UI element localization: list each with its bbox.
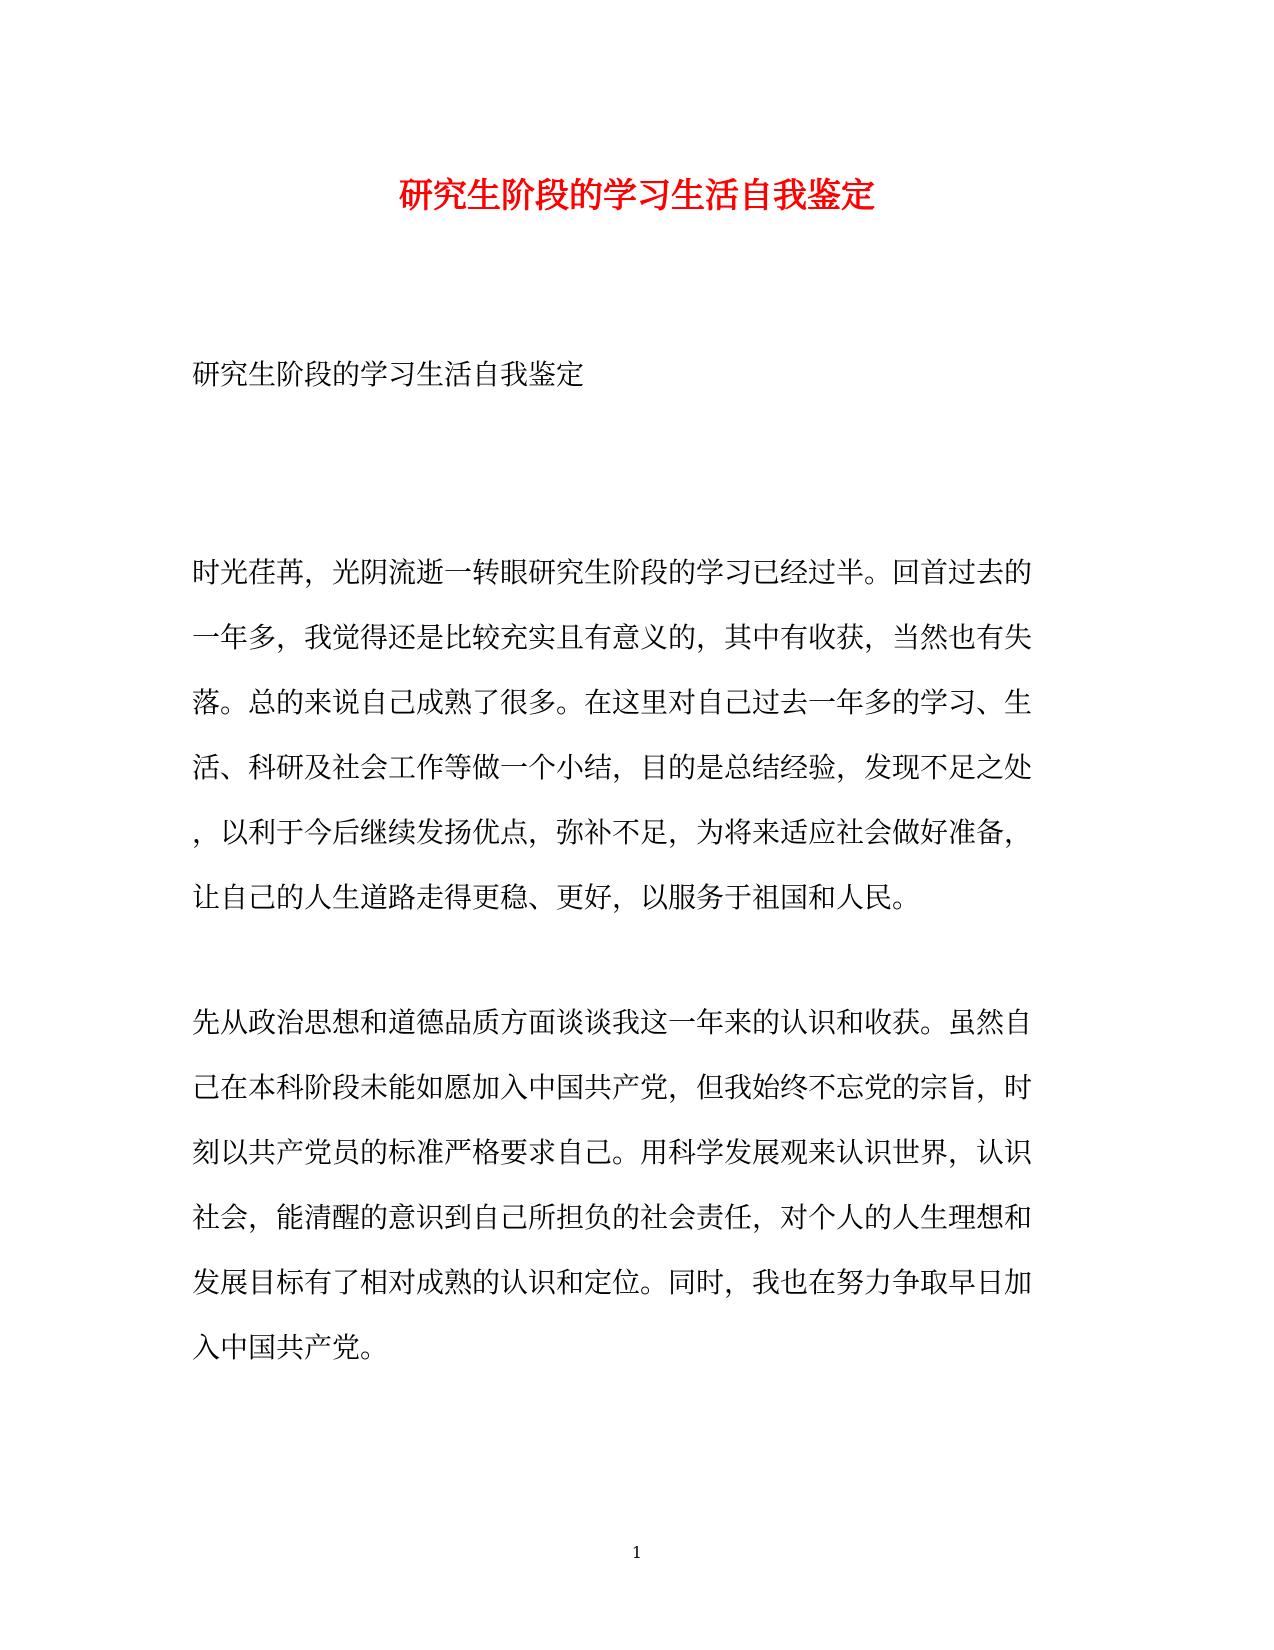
paragraph-line: 发展目标有了相对成熟的认识和定位。同时，我也在努力争取早日加 xyxy=(192,1266,1033,1299)
document-subtitle: 研究生阶段的学习生活自我鉴定 xyxy=(192,358,585,391)
page-number: 1 xyxy=(631,1543,643,1562)
paragraph-line: 己在本科阶段未能如愿加入中国共产党，但我始终不忘党的宗旨，时 xyxy=(192,1071,1033,1104)
paragraph-line: 先从政治思想和道德品质方面谈谈我这一年来的认识和收获。虽然自 xyxy=(192,1006,1033,1039)
paragraph-line: 刻以共产党员的标准严格要求自己。用科学发展观来认识世界，认识 xyxy=(192,1136,1033,1169)
paragraph-line: 时光荏苒，光阴流逝一转眼研究生阶段的学习已经过半。回首过去的 xyxy=(192,556,1033,589)
paragraph-2 xyxy=(192,990,1072,1380)
paragraph-1 xyxy=(192,540,1072,930)
paragraph-line: 入中国共产党。 xyxy=(192,1331,389,1364)
document-title: 研究生阶段的学习生活自我鉴定 xyxy=(399,176,875,216)
paragraph-line: ，以利于今后继续发扬优点，弥补不足，为将来适应社会做好准备， xyxy=(192,816,1033,849)
paragraph-line: 社会，能清醒的意识到自己所担负的社会责任，对个人的人生理想和 xyxy=(192,1201,1033,1234)
paragraph-line: 一年多，我觉得还是比较充实且有意义的，其中有收获，当然也有失 xyxy=(192,621,1033,654)
paragraph-line: 活、科研及社会工作等做一个小结，目的是总结经验，发现不足之处 xyxy=(192,751,1033,784)
paragraph-line: 让自己的人生道路走得更稳、更好，以服务于祖国和人民。 xyxy=(192,881,921,914)
paragraph-line: 落。总的来说自己成熟了很多。在这里对自己过去一年多的学习、生 xyxy=(192,686,1033,719)
